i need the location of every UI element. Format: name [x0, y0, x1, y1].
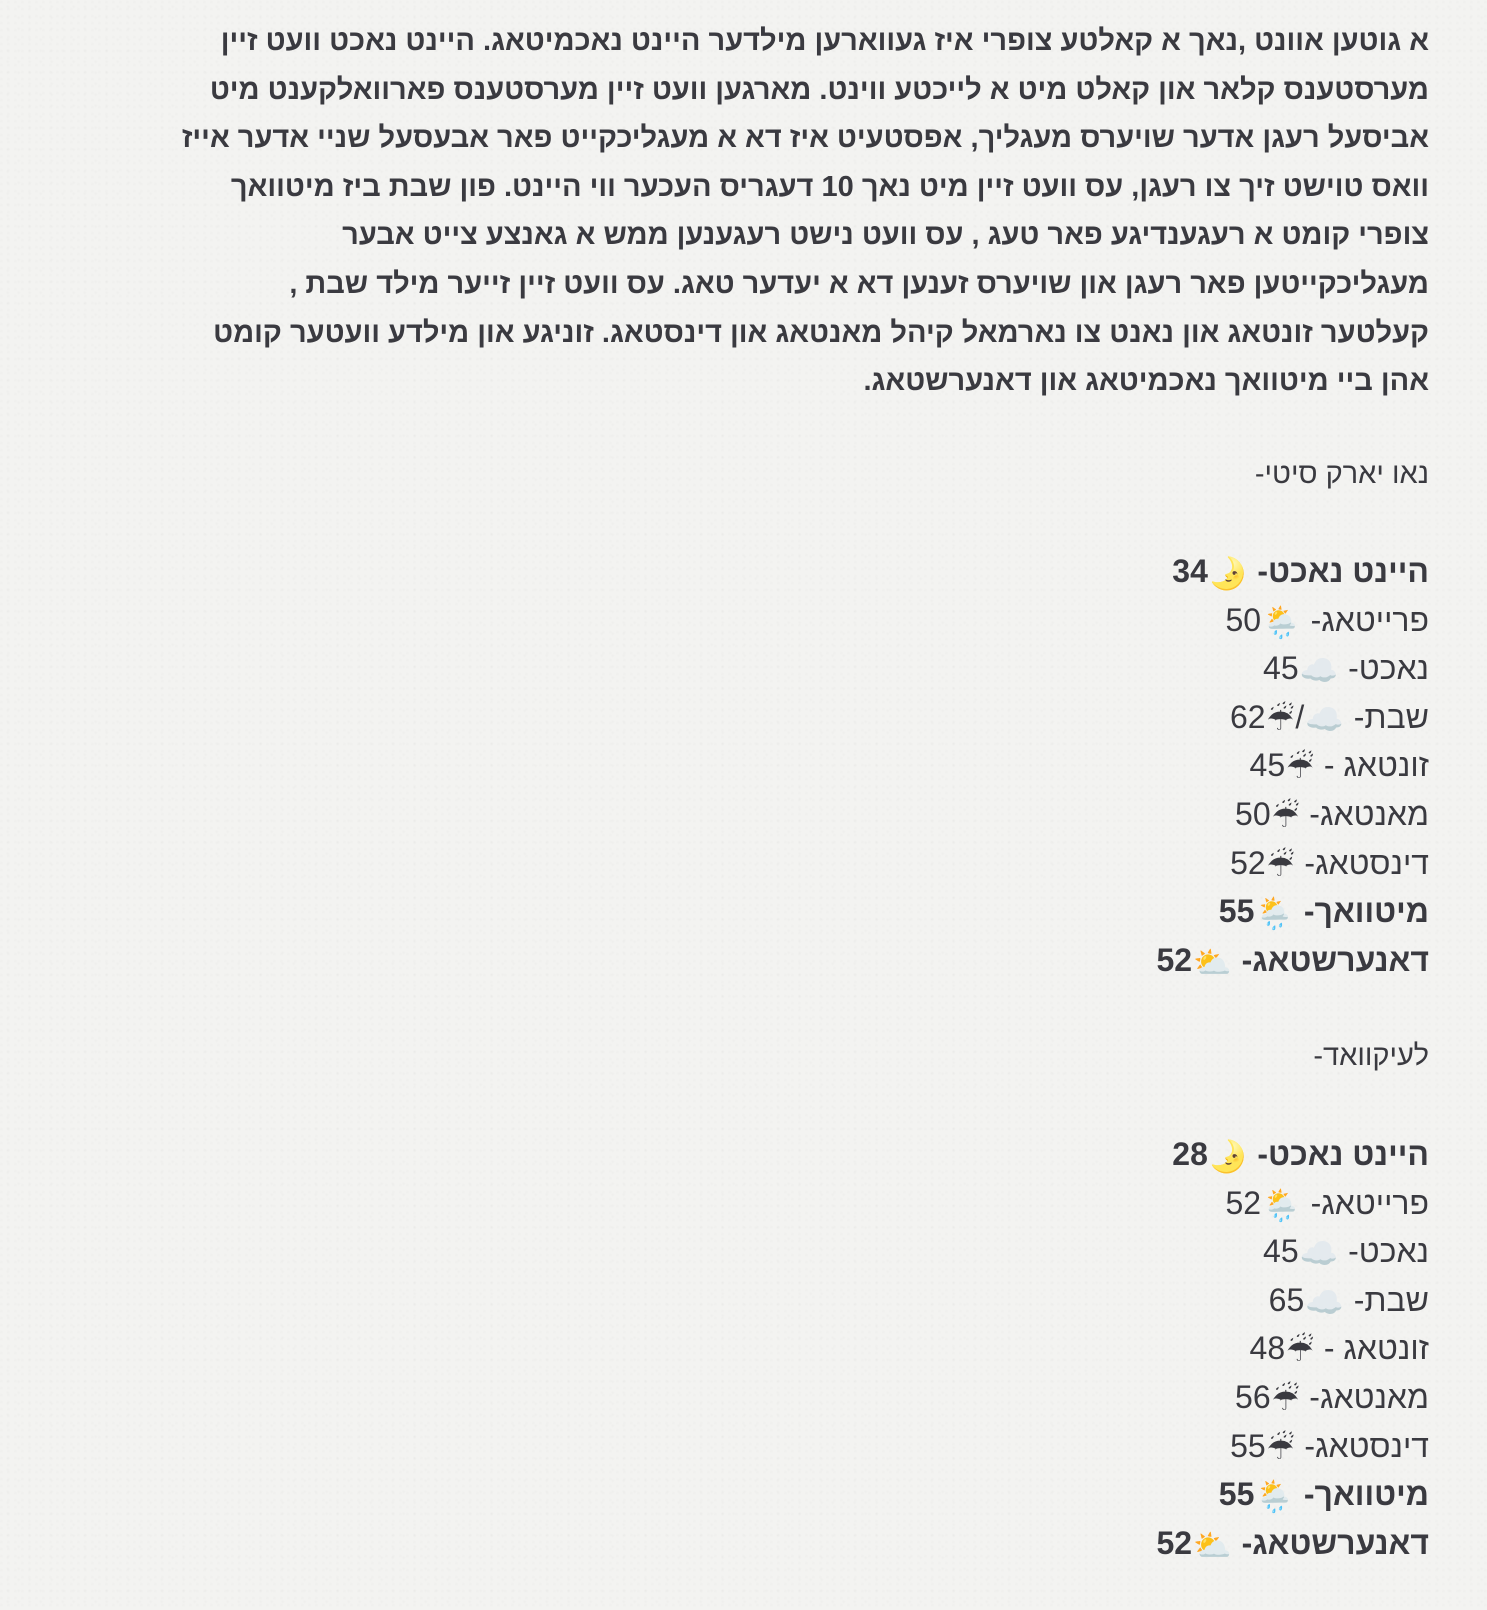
forecast-day-label: מיטוואך-	[1303, 893, 1429, 930]
forecast-row	[1156, 790, 1429, 839]
forecast-temperature: 55	[1218, 1476, 1255, 1513]
forecast-day-label: מיטוואך-	[1303, 1476, 1429, 1513]
forecast-day-label: דאנערשטאג-	[1241, 1524, 1429, 1561]
forecast-day-label: מאנטאג-	[1309, 795, 1429, 832]
forecast-day-label: היינט נאכט-	[1257, 1136, 1429, 1172]
forecast-day-label: זונטאג -	[1323, 1330, 1429, 1367]
forecast-row	[1156, 693, 1429, 742]
forecast-temperature: 34	[1172, 553, 1208, 589]
moon-icon: 🌛	[1208, 1139, 1248, 1174]
sun-cloud-rain-icon: 🌦️	[1255, 1479, 1294, 1515]
intro-line: צופרי קומט א רעגענדיגע פאר טעג , עס וועט נישט רעגענען ממש א גאנצע צייט אבער	[342, 219, 1429, 252]
moon-icon: 🌛	[1208, 556, 1248, 591]
intro-line: אביסעל רעגן אדער שויערס מעגליך, אפסטעיט איז דא א מעגליכקייט פאר אבעסעל שניי אדער אייז	[181, 122, 1429, 155]
forecast-day-label: נאכט-	[1348, 650, 1429, 687]
sun-cloud-rain-icon: 🌦️	[1262, 1187, 1301, 1223]
forecast-temperature: 52	[1225, 1184, 1262, 1221]
forecast-temperature: 52	[1156, 1524, 1193, 1561]
intro-line: מעגליכקייטען פאר רעגן און שויערס זענען דא א יעדער טאג. עס וועט זיין זייער מילד שבת ,	[289, 267, 1429, 300]
forecast-day-label: שבת-	[1353, 1281, 1429, 1318]
city-title-lakewood: לעיקוואד-	[1313, 1040, 1429, 1072]
forecast-row	[1156, 1130, 1429, 1179]
umbrella-rain-icon: ☔	[1271, 798, 1300, 834]
forecast-temperature: 56	[1235, 1378, 1271, 1415]
forecast-temperature: 52	[1156, 941, 1193, 978]
forecast-day-label: פרייטאג-	[1310, 601, 1429, 638]
forecast-day-label: נאכט-	[1348, 1233, 1429, 1270]
forecast-row	[1156, 547, 1429, 596]
forecast-row	[1156, 1422, 1429, 1471]
forecast-day-label: זונטאג -	[1323, 747, 1429, 784]
forecast-temperature: 28	[1172, 1136, 1208, 1172]
forecast-temperature: 50	[1225, 601, 1262, 638]
forecast-row	[1156, 1227, 1429, 1276]
cloud-icon: ☁️	[1305, 701, 1344, 737]
forecast-temperature: 45	[1263, 1233, 1299, 1270]
forecast-day-label: דינסטאג-	[1304, 1427, 1429, 1464]
intro-line: וואס טוישט זיך צו רעגן, עס וועט זיין מיט נאך 10 דעגריס העכער ווי היינט. פון שבת ביז מיטוואך	[230, 170, 1429, 203]
forecast-intro-paragraph	[109, 17, 1429, 406]
intro-line: א גוטען אוונט ,נאך א קאלטע צופרי איז געווארען מילדער היינט נאכמיטאג. היינט נאכט וועט זיין	[220, 25, 1429, 57]
umbrella-rain-icon: ☔	[1266, 847, 1295, 883]
forecast-day-label: היינט נאכט-	[1257, 553, 1429, 589]
intro-line: קעלטער זונטאג און נאנט צו נארמאל קיהל מאנטאג און דינסטאג. זוניגע און מילדע וועטער קומט	[213, 316, 1429, 349]
forecast-row	[1156, 596, 1429, 645]
umbrella-rain-icon: ☔	[1286, 1333, 1314, 1369]
forecast-day-label: מאנטאג-	[1309, 1378, 1429, 1415]
forecast-day-label: דאנערשטאג-	[1241, 941, 1429, 978]
cloud-icon: ☁️	[1299, 1236, 1339, 1272]
forecast-temperature: 55	[1230, 1427, 1266, 1464]
forecast-temperature: 50	[1235, 795, 1271, 832]
forecast-row	[1156, 1324, 1429, 1373]
forecast-row	[1156, 936, 1429, 985]
forecast-temperature: 48	[1249, 1330, 1286, 1367]
forecast-temperature: 45	[1249, 747, 1286, 784]
forecast-row	[1156, 1470, 1429, 1519]
sun-cloud-rain-icon: 🌦️	[1255, 896, 1294, 932]
forecast-row	[1156, 741, 1429, 790]
sun-behind-cloud-icon: ⛅	[1193, 944, 1232, 980]
cloud-icon: ☁️	[1305, 1284, 1344, 1320]
umbrella-rain-icon: ☔	[1266, 701, 1295, 737]
sun-cloud-rain-icon: 🌦️	[1262, 604, 1301, 640]
forecast-day-label: פרייטאג-	[1310, 1184, 1429, 1221]
umbrella-rain-icon: ☔	[1271, 1381, 1300, 1417]
forecast-row	[1156, 887, 1429, 936]
forecast-temperature: 55	[1218, 893, 1255, 930]
forecast-day-label: דינסטאג-	[1304, 844, 1429, 881]
forecast-temperature: 52	[1230, 844, 1266, 881]
forecast-temperature: 45	[1263, 650, 1299, 687]
intro-line: אהן ביי מיטוואך נאכמיטאג און דאנערשטאג.	[863, 365, 1429, 398]
umbrella-rain-icon: ☔	[1266, 1430, 1295, 1466]
sun-behind-cloud-icon: ⛅	[1193, 1527, 1232, 1563]
city-title-new-york: נאו יארק סיטי-	[1254, 458, 1429, 490]
forecast-row	[1156, 644, 1429, 693]
forecast-list-new-york	[1156, 547, 1429, 984]
cloud-icon: ☁️	[1299, 653, 1339, 689]
umbrella-rain-icon: ☔	[1286, 750, 1314, 786]
forecast-day-label: שבת-	[1353, 698, 1429, 735]
forecast-temperature: 62	[1229, 698, 1266, 735]
forecast-row	[1156, 1519, 1429, 1568]
icon-separator: /	[1295, 698, 1305, 735]
forecast-row	[1156, 1179, 1429, 1228]
forecast-temperature: 65	[1268, 1281, 1305, 1318]
forecast-row	[1156, 839, 1429, 888]
forecast-row	[1156, 1276, 1429, 1325]
forecast-list-lakewood	[1156, 1130, 1429, 1567]
forecast-row	[1156, 1373, 1429, 1422]
intro-line: מערסטענס קלאר און קאלט מיט א לייכטע ווינט. מארגען וועט זיין מערסטענס פארוואלקענט מיט	[209, 73, 1429, 106]
